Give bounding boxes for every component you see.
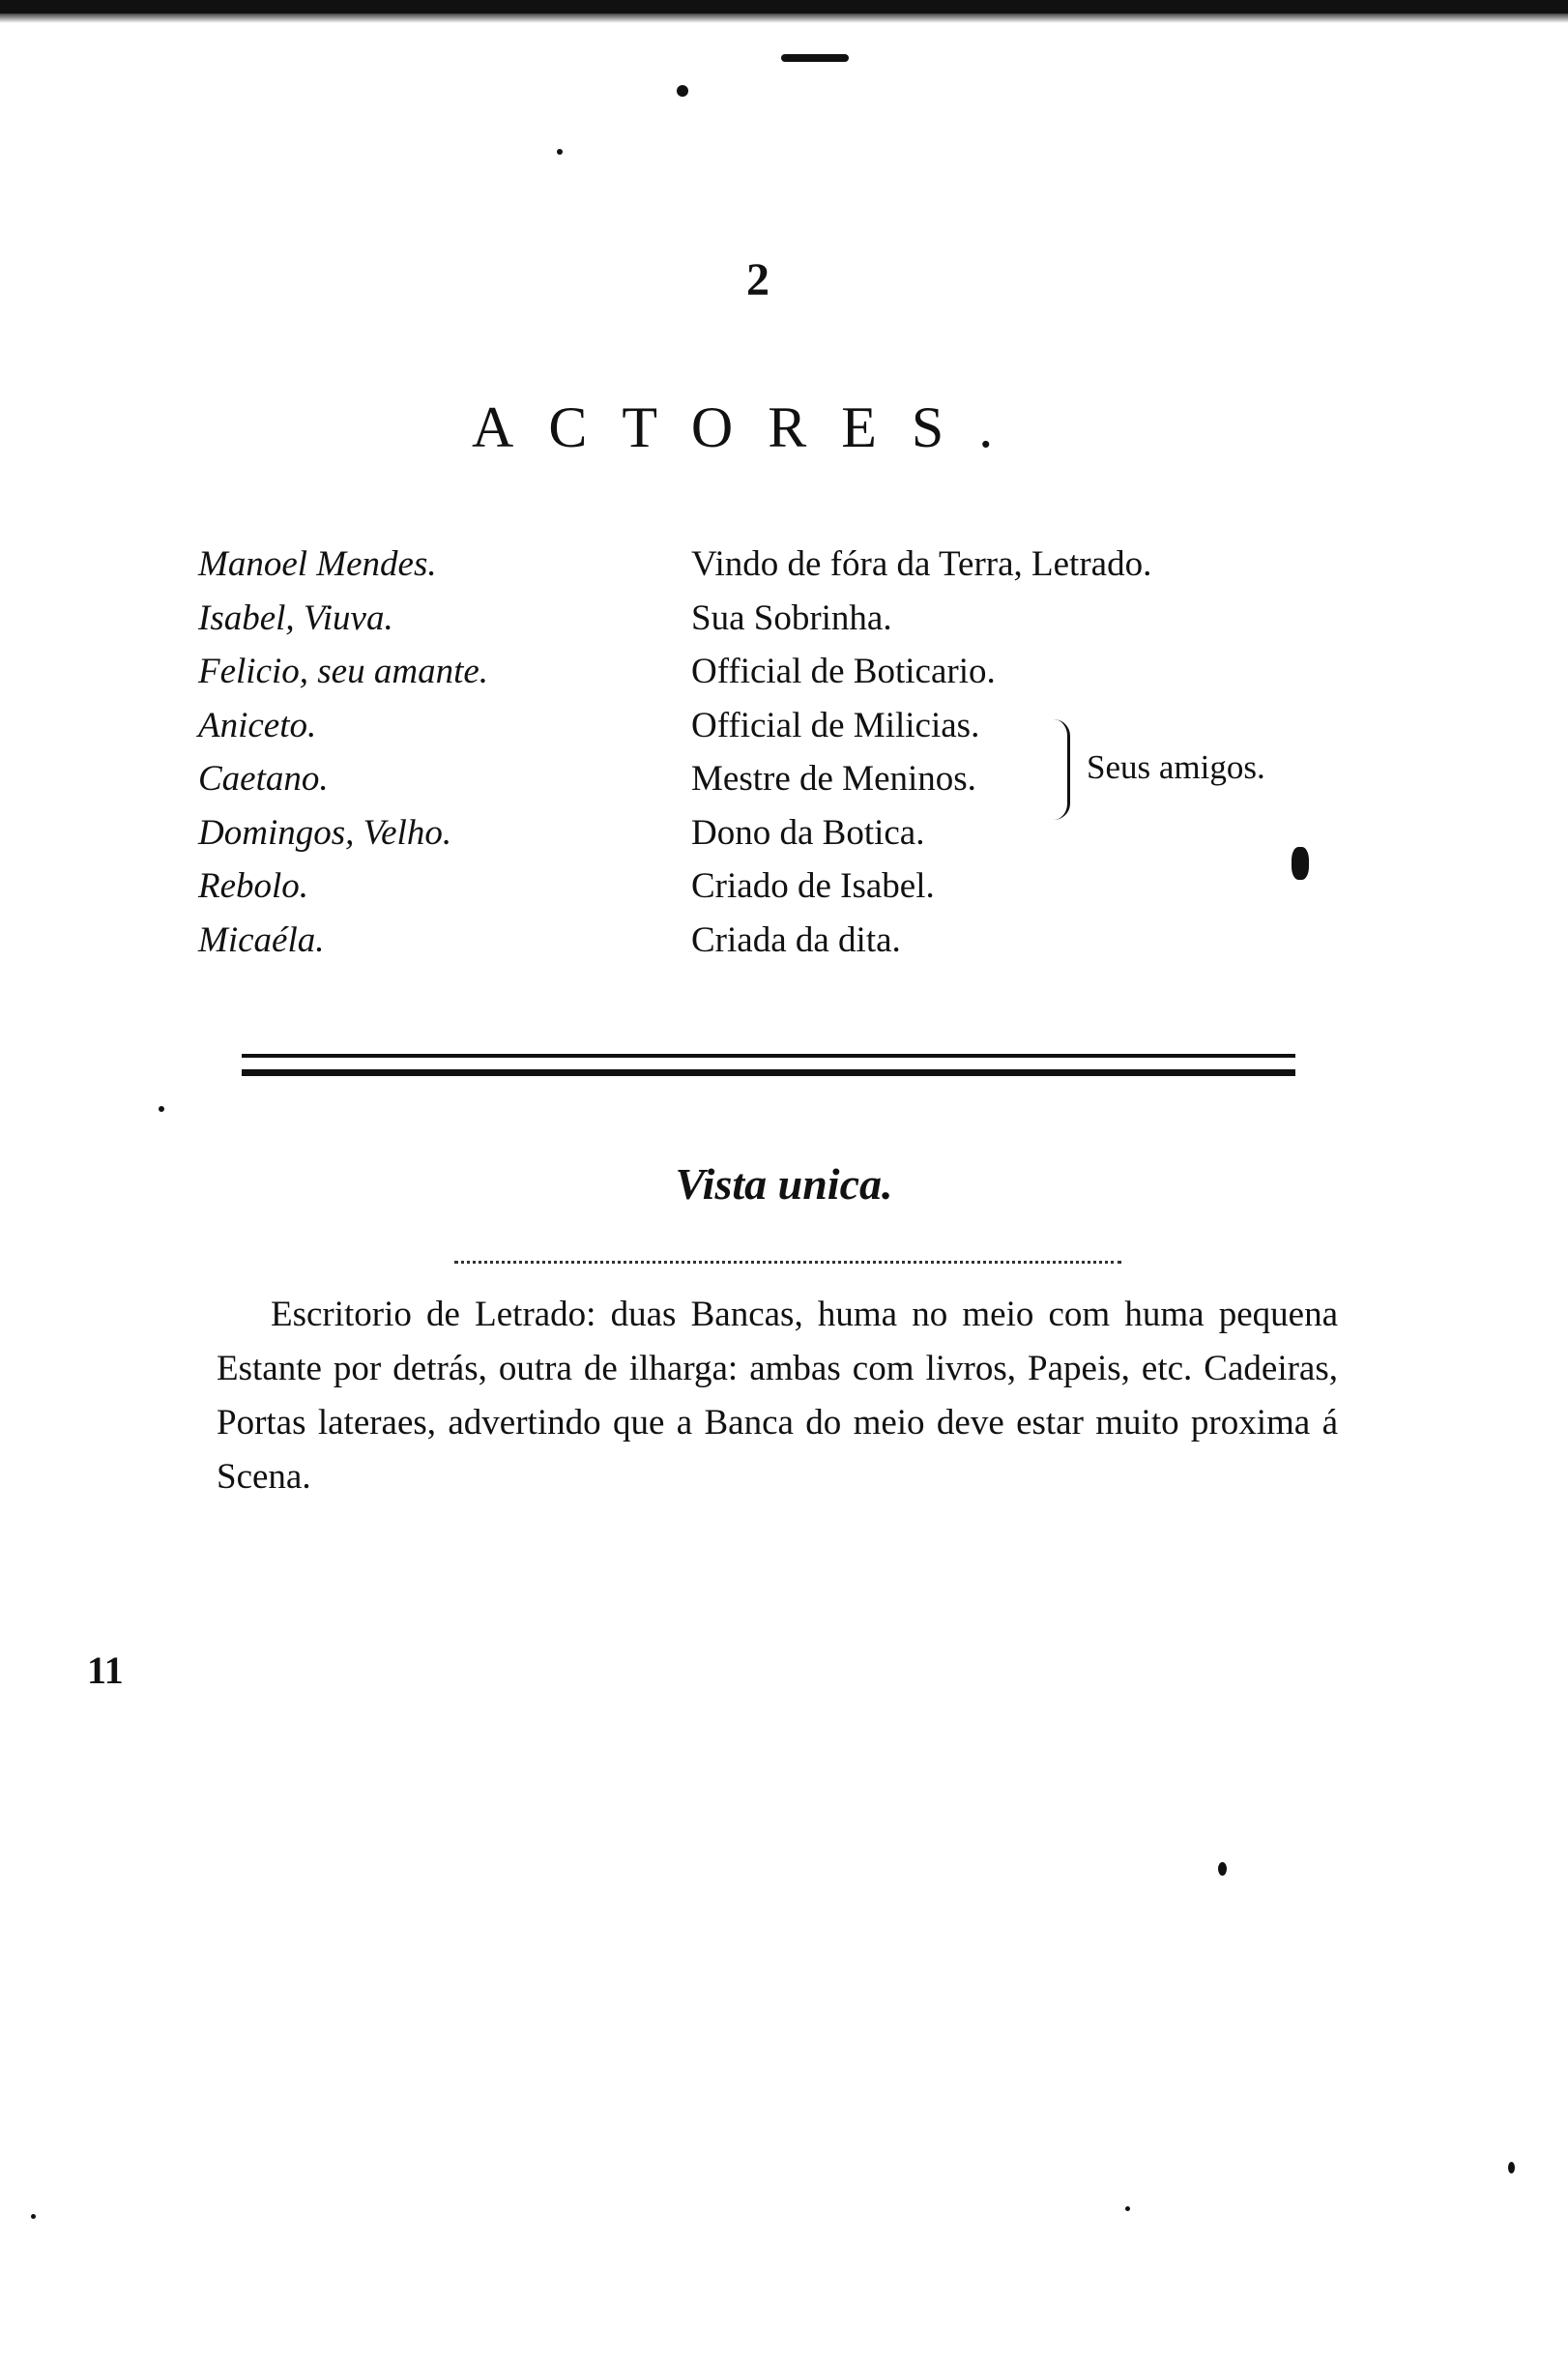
scan-top-edge-shadow <box>0 14 1568 23</box>
ink-speck <box>159 1106 164 1112</box>
character-role: Vindo de fóra da Terra, Letrado. <box>691 544 1152 584</box>
cast-row <box>198 860 1358 914</box>
scene-description <box>217 1288 1338 1504</box>
character-name: Caetano. <box>198 759 329 799</box>
character-name: Felicio, seu amante. <box>198 652 489 691</box>
ink-speck <box>1218 1862 1227 1876</box>
character-name: Micaéla. <box>198 919 325 960</box>
cast-row <box>198 538 1358 592</box>
ink-speck <box>31 2214 36 2219</box>
page-heading: ACTORES. <box>472 395 1029 459</box>
margin-mark: 11 <box>87 1648 124 1692</box>
character-role: Dono da Botica. <box>691 812 925 853</box>
ink-speck <box>1508 2162 1515 2173</box>
character-role: Official de Boticario. <box>691 652 996 691</box>
character-role: Criada da dita. <box>691 919 901 960</box>
character-role: Mestre de Meninos. <box>691 759 976 799</box>
cast-row <box>198 645 1358 699</box>
character-name: Isabel, Viuva. <box>198 598 393 638</box>
cast-row <box>198 806 1358 860</box>
character-role: Criado de Isabel. <box>691 866 935 906</box>
brace-note: Seus amigos. <box>1087 748 1265 786</box>
scene-title: Vista unica. <box>675 1159 893 1209</box>
character-name: Rebolo. <box>198 866 309 906</box>
ink-speck <box>781 54 849 62</box>
cast-row <box>198 914 1358 968</box>
ink-speck <box>1125 2206 1130 2211</box>
cast-row <box>198 592 1358 646</box>
character-name: Aniceto. <box>198 705 317 745</box>
dotted-separator <box>454 1261 1121 1264</box>
character-name: Manoel Mendes. <box>198 544 437 584</box>
divider-rule-thick <box>242 1069 1295 1076</box>
scan-top-edge <box>0 0 1568 14</box>
ink-speck <box>557 149 563 155</box>
character-name: Domingos, Velho. <box>198 812 452 853</box>
page-number: 2 <box>746 254 769 306</box>
ink-speck <box>677 85 688 97</box>
scene-description-text: Escritorio de Letrado: duas Bancas, huma no meio com huma pequena Estante por detrás, outra de ilharga: ambas com livros, Papeis, etc. Cadeiras, Portas lateraes, advertindo que a Banca do meio deve estar muito proxima á Scena. <box>217 1295 1338 1497</box>
divider-rule-thin <box>242 1054 1295 1058</box>
cast-row <box>198 699 1358 753</box>
grouping-brace <box>1054 719 1070 820</box>
character-role: Official de Milicias. <box>691 705 980 745</box>
character-role: Sua Sobrinha. <box>691 598 892 638</box>
